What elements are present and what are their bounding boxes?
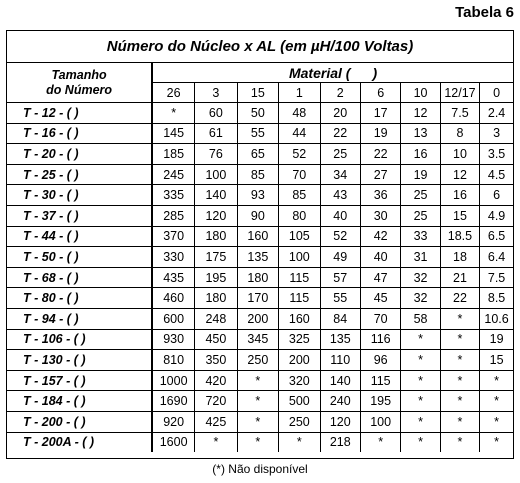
al-value-cell: 2.4 [480, 103, 513, 124]
table-title: Número do Núcleo x AL (em µH/100 Voltas) [7, 31, 513, 63]
al-value-cell: 600 [152, 308, 195, 329]
table-row [7, 205, 513, 226]
al-value-cell: 460 [152, 288, 195, 309]
al-value-cell: 100 [279, 247, 320, 268]
al-value-cell: 180 [195, 288, 238, 309]
al-value-cell: 325 [279, 329, 320, 350]
al-value-cell: 18.5 [440, 226, 479, 247]
al-value-cell: 500 [279, 391, 320, 412]
material-column-header: 2 [320, 83, 360, 103]
size-column-header [7, 63, 152, 103]
al-value-cell: 43 [320, 185, 360, 206]
al-value-cell: * [440, 432, 479, 452]
table-row [7, 123, 513, 144]
al-value-cell: 8 [440, 123, 479, 144]
al-value-cell: 425 [195, 411, 238, 432]
al-value-cell: 16 [401, 144, 440, 165]
al-value-cell: 85 [279, 185, 320, 206]
al-value-cell: * [401, 329, 440, 350]
al-value-cell: 120 [195, 205, 238, 226]
al-value-cell: 195 [360, 391, 400, 412]
al-value-cell: 200 [237, 308, 278, 329]
core-size-cell: T - 80 - ( ) [7, 288, 152, 309]
table-row [7, 288, 513, 309]
al-value-cell: 30 [360, 205, 400, 226]
table-row [7, 308, 513, 329]
al-value-cell: 70 [279, 164, 320, 185]
al-value-cell: 100 [195, 164, 238, 185]
al-value-cell: 21 [440, 267, 479, 288]
al-value-cell: 3.5 [480, 144, 513, 165]
al-value-cell: 32 [401, 267, 440, 288]
al-value-cell: 32 [401, 288, 440, 309]
al-value-cell: 65 [237, 144, 278, 165]
al-value-cell: 31 [401, 247, 440, 268]
al-value-cell: * [401, 350, 440, 371]
al-value-cell: 6.4 [480, 247, 513, 268]
al-value-cell: 52 [320, 226, 360, 247]
material-column-header: 26 [152, 83, 195, 103]
al-value-cell: 12 [401, 103, 440, 124]
al-value-cell: 1000 [152, 370, 195, 391]
table-row [7, 247, 513, 268]
al-value-cell: 25 [401, 205, 440, 226]
table-row [7, 144, 513, 165]
al-value-cell: * [237, 391, 278, 412]
al-value-cell: 135 [237, 247, 278, 268]
al-value-cell: 116 [360, 329, 400, 350]
core-al-table [7, 63, 513, 452]
al-value-cell: * [237, 411, 278, 432]
al-value-cell: * [401, 391, 440, 412]
al-value-cell: 135 [320, 329, 360, 350]
al-value-cell: 84 [320, 308, 360, 329]
al-value-cell: 47 [360, 267, 400, 288]
al-value-cell: * [480, 432, 513, 452]
al-value-cell: 10 [440, 144, 479, 165]
core-size-cell: T - 20 - ( ) [7, 144, 152, 165]
material-column-header: 6 [360, 83, 400, 103]
al-value-cell: * [237, 432, 278, 452]
table-row [7, 164, 513, 185]
al-value-cell: 920 [152, 411, 195, 432]
al-value-cell: 140 [320, 370, 360, 391]
al-value-cell: 285 [152, 205, 195, 226]
material-column-header: 0 [480, 83, 513, 103]
al-value-cell: * [152, 103, 195, 124]
al-value-cell: 200 [279, 350, 320, 371]
al-value-cell: * [440, 370, 479, 391]
al-value-cell: 85 [237, 164, 278, 185]
al-value-cell: 1600 [152, 432, 195, 452]
al-value-cell: 145 [152, 123, 195, 144]
al-value-cell: 4.5 [480, 164, 513, 185]
al-value-cell: 180 [237, 267, 278, 288]
al-value-cell: 240 [320, 391, 360, 412]
al-value-cell: 250 [279, 411, 320, 432]
core-size-cell: T - 12 - ( ) [7, 103, 152, 124]
al-value-cell: * [360, 432, 400, 452]
al-value-cell: 420 [195, 370, 238, 391]
al-value-cell: 60 [195, 103, 238, 124]
core-size-cell: T - 184 - ( ) [7, 391, 152, 412]
al-value-cell: 76 [195, 144, 238, 165]
core-size-cell: T - 157 - ( ) [7, 370, 152, 391]
size-header-line-1: Tamanho [51, 67, 107, 82]
core-size-cell: T - 200 - ( ) [7, 411, 152, 432]
al-value-cell: 175 [195, 247, 238, 268]
al-value-cell: 70 [360, 308, 400, 329]
table-row [7, 370, 513, 391]
al-value-cell: 4.9 [480, 205, 513, 226]
material-column-header: 1 [279, 83, 320, 103]
al-value-cell: 19 [360, 123, 400, 144]
al-value-cell: 44 [279, 123, 320, 144]
al-value-cell: 15 [480, 350, 513, 371]
table-row [7, 226, 513, 247]
al-value-cell: 55 [237, 123, 278, 144]
al-value-cell: 15 [440, 205, 479, 226]
al-value-cell: 45 [360, 288, 400, 309]
al-value-cell: 50 [237, 103, 278, 124]
al-value-cell: 40 [360, 247, 400, 268]
table-row [7, 411, 513, 432]
al-value-cell: 140 [195, 185, 238, 206]
al-value-cell: * [440, 391, 479, 412]
al-value-cell: * [279, 432, 320, 452]
al-value-cell: 180 [195, 226, 238, 247]
al-value-cell: 115 [360, 370, 400, 391]
al-value-cell: 33 [401, 226, 440, 247]
table-row [7, 350, 513, 371]
al-value-cell: 1690 [152, 391, 195, 412]
al-value-cell: 435 [152, 267, 195, 288]
al-value-cell: 19 [480, 329, 513, 350]
al-value-cell: 19 [401, 164, 440, 185]
core-size-cell: T - 94 - ( ) [7, 308, 152, 329]
al-value-cell: 160 [279, 308, 320, 329]
al-value-cell: 10.6 [480, 308, 513, 329]
al-value-cell: 22 [360, 144, 400, 165]
al-value-cell: 105 [279, 226, 320, 247]
core-size-cell: T - 68 - ( ) [7, 267, 152, 288]
al-value-cell: 185 [152, 144, 195, 165]
al-value-cell: 320 [279, 370, 320, 391]
material-column-header: 3 [195, 83, 238, 103]
al-value-cell: * [195, 432, 238, 452]
al-value-cell: 450 [195, 329, 238, 350]
table-row [7, 267, 513, 288]
al-value-cell: 170 [237, 288, 278, 309]
core-size-cell: T - 25 - ( ) [7, 164, 152, 185]
al-value-cell: 218 [320, 432, 360, 452]
al-value-cell: 42 [360, 226, 400, 247]
al-value-cell: 27 [360, 164, 400, 185]
al-value-cell: 7.5 [480, 267, 513, 288]
al-value-cell: * [401, 370, 440, 391]
al-value-cell: 52 [279, 144, 320, 165]
al-value-cell: 58 [401, 308, 440, 329]
core-size-cell: T - 16 - ( ) [7, 123, 152, 144]
al-value-cell: 335 [152, 185, 195, 206]
al-value-cell: 12 [440, 164, 479, 185]
al-value-cell: 93 [237, 185, 278, 206]
al-value-cell: 57 [320, 267, 360, 288]
al-value-cell: 25 [401, 185, 440, 206]
table-row [7, 391, 513, 412]
al-value-cell: 195 [195, 267, 238, 288]
al-value-cell: 34 [320, 164, 360, 185]
al-value-cell: 330 [152, 247, 195, 268]
al-value-cell: 8.5 [480, 288, 513, 309]
table-row [7, 185, 513, 206]
al-value-cell: * [401, 432, 440, 452]
al-value-cell: 110 [320, 350, 360, 371]
al-value-cell: 100 [360, 411, 400, 432]
material-header-close: ) [372, 64, 378, 81]
material-header [152, 63, 513, 83]
al-value-cell: 160 [237, 226, 278, 247]
al-value-cell: 720 [195, 391, 238, 412]
table-row [7, 103, 513, 124]
al-value-cell: 7.5 [440, 103, 479, 124]
al-value-cell: 22 [320, 123, 360, 144]
al-value-cell: * [401, 411, 440, 432]
al-value-cell: 6.5 [480, 226, 513, 247]
al-value-cell: 22 [440, 288, 479, 309]
al-value-cell: * [237, 370, 278, 391]
al-value-cell: 3 [480, 123, 513, 144]
al-value-cell: 120 [320, 411, 360, 432]
material-column-header: 12/17 [440, 83, 479, 103]
core-size-cell: T - 37 - ( ) [7, 205, 152, 226]
material-header-label: Material ( [288, 64, 351, 81]
al-value-cell: 90 [237, 205, 278, 226]
al-value-cell: 930 [152, 329, 195, 350]
size-header-line-2: do Número [46, 82, 113, 97]
al-value-cell: 370 [152, 226, 195, 247]
al-value-cell: 20 [320, 103, 360, 124]
al-value-cell: 80 [279, 205, 320, 226]
core-size-cell: T - 200A - ( ) [7, 432, 152, 452]
table-row [7, 329, 513, 350]
al-value-cell: * [480, 370, 513, 391]
al-value-cell: * [480, 411, 513, 432]
al-value-cell: 55 [320, 288, 360, 309]
al-value-cell: 16 [440, 185, 479, 206]
al-value-cell: 25 [320, 144, 360, 165]
al-value-cell: * [480, 391, 513, 412]
al-value-cell: 115 [279, 267, 320, 288]
al-value-cell: 13 [401, 123, 440, 144]
al-value-cell: * [440, 411, 479, 432]
al-value-cell: 350 [195, 350, 238, 371]
core-size-cell: T - 50 - ( ) [7, 247, 152, 268]
al-value-cell: * [440, 350, 479, 371]
core-size-cell: T - 30 - ( ) [7, 185, 152, 206]
al-value-cell: 810 [152, 350, 195, 371]
al-value-cell: * [440, 308, 479, 329]
al-value-cell: 17 [360, 103, 400, 124]
core-size-cell: T - 106 - ( ) [7, 329, 152, 350]
al-value-cell: 6 [480, 185, 513, 206]
al-value-cell: 18 [440, 247, 479, 268]
table-row [7, 432, 513, 452]
al-value-cell: 96 [360, 350, 400, 371]
al-value-cell: 49 [320, 247, 360, 268]
al-value-cell: 248 [195, 308, 238, 329]
al-value-cell: 345 [237, 329, 278, 350]
al-value-cell: 61 [195, 123, 238, 144]
al-value-cell: 48 [279, 103, 320, 124]
core-size-cell: T - 44 - ( ) [7, 226, 152, 247]
footnote: (*) Não disponível [212, 462, 308, 476]
table-label: Tabela 6 [455, 4, 514, 21]
core-size-cell: T - 130 - ( ) [7, 350, 152, 371]
al-value-cell: 36 [360, 185, 400, 206]
al-value-cell: 250 [237, 350, 278, 371]
al-value-cell: * [440, 329, 479, 350]
al-value-cell: 245 [152, 164, 195, 185]
material-column-header: 10 [401, 83, 440, 103]
material-column-header: 15 [237, 83, 278, 103]
al-value-cell: 115 [279, 288, 320, 309]
al-value-cell: 40 [320, 205, 360, 226]
core-table-frame [6, 30, 514, 459]
